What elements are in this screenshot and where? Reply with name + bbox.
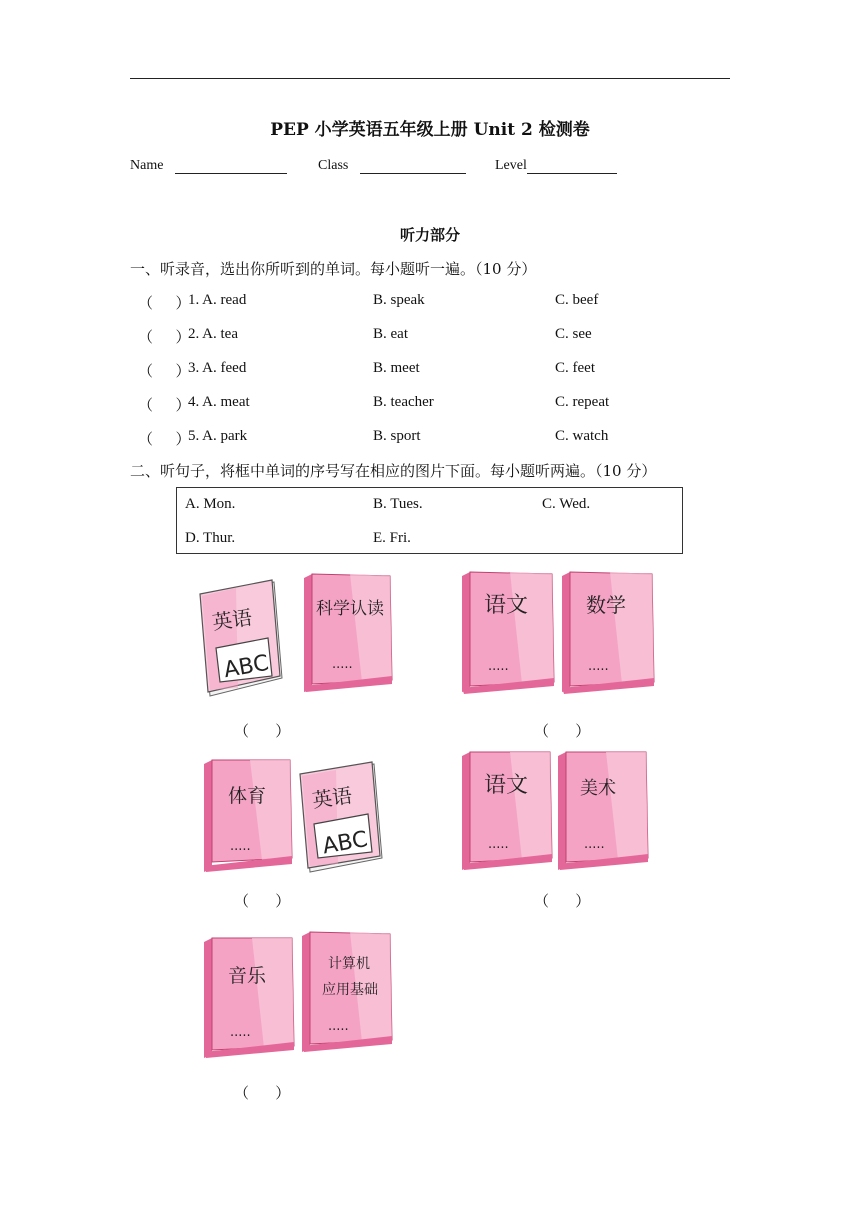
book-dots: ·····: [230, 843, 251, 858]
book-title: 体育: [228, 785, 267, 807]
word-option: A. Mon.: [185, 496, 236, 512]
option-b: B. sport: [373, 428, 421, 444]
question-1-heading: 一、听录音，选出你所听到的单词。每小题听一遍。（10 分）: [130, 260, 537, 278]
answer-paren[interactable]: （ ）: [234, 1086, 291, 1102]
word-box: [176, 487, 683, 554]
page-title: PEP 小学英语五年级上册 Unit 2 检测卷: [270, 120, 590, 140]
book-title: 美术: [580, 778, 616, 799]
art-book-image: [556, 750, 652, 872]
question-2-heading: 二、听句子，将框中单词的序号写在相应的图片下面。每小题听两遍。（10 分）: [130, 462, 657, 480]
book-title: 计算机: [328, 956, 370, 972]
book-title: 英语: [310, 783, 354, 813]
music-book-image: [202, 936, 298, 1060]
chinese-book-image: [460, 570, 556, 696]
book-abc: ABC: [320, 826, 370, 860]
level-field: [495, 158, 617, 174]
answer-paren[interactable]: （ ）: [138, 432, 191, 448]
answer-paren[interactable]: （ ）: [534, 894, 591, 910]
answer-paren[interactable]: （ ）: [534, 724, 591, 740]
section-title: 听力部分: [399, 226, 460, 244]
answer-paren[interactable]: （ ）: [138, 296, 191, 312]
option-c: C. repeat: [555, 394, 610, 410]
option-b: B. speak: [373, 292, 425, 308]
answer-paren[interactable]: （ ）: [138, 364, 191, 380]
book-dots: ·····: [230, 1029, 251, 1044]
chinese-book-image: [460, 750, 556, 872]
option-a: 2. A. tea: [188, 326, 238, 342]
answer-paren[interactable]: （ ）: [138, 330, 191, 346]
option-a: 1. A. read: [188, 292, 247, 308]
book-dots: ·····: [488, 841, 509, 856]
english-book-image: [198, 578, 290, 702]
option-b: B. eat: [373, 326, 408, 342]
book-abc: ABC: [221, 650, 271, 684]
option-a: 4. A. meat: [188, 394, 250, 410]
option-c: C. feet: [555, 360, 595, 376]
book-title: 科学认读: [316, 599, 384, 619]
english-book-image: [298, 760, 390, 876]
option-b: B. teacher: [373, 394, 434, 410]
answer-paren[interactable]: （ ）: [234, 894, 291, 910]
science-book-image: [302, 572, 394, 696]
option-a: 3. A. feed: [188, 360, 247, 376]
book-title: 语文: [484, 773, 529, 798]
option-a: 5. A. park: [188, 428, 248, 444]
book-dots: ·····: [488, 663, 509, 678]
answer-paren[interactable]: （ ）: [234, 724, 291, 740]
level-blank[interactable]: [527, 158, 617, 174]
book-title: 英语: [210, 605, 254, 635]
word-option: D. Thur.: [185, 530, 236, 546]
book-dots: ·····: [332, 661, 353, 676]
class-label: Class: [318, 158, 349, 173]
option-b: B. meet: [373, 360, 420, 376]
computer-book-image: [300, 930, 396, 1054]
class-field: [318, 158, 466, 174]
word-option: E. Fri.: [373, 530, 411, 546]
book-title: 音乐: [228, 965, 267, 987]
top-rule: [130, 78, 730, 79]
book-title: 语文: [484, 593, 529, 618]
class-blank[interactable]: [360, 158, 466, 174]
option-c: C. see: [555, 326, 592, 342]
name-blank[interactable]: [175, 158, 287, 174]
math-book-image: [560, 570, 656, 696]
word-option: B. Tues.: [373, 496, 423, 512]
option-c: C. watch: [555, 428, 609, 444]
name-label: Name: [130, 158, 164, 173]
name-field: [130, 158, 287, 174]
book-dots: ·····: [588, 663, 609, 678]
option-c: C. beef: [555, 292, 599, 308]
pe-book-image: [202, 758, 294, 874]
book-title: 应用基础: [322, 982, 378, 998]
level-label: Level: [495, 158, 527, 173]
book-title: 数学: [586, 593, 626, 617]
book-dots: ·····: [584, 841, 605, 856]
book-dots: ·····: [328, 1023, 349, 1038]
word-option: C. Wed.: [542, 496, 591, 512]
answer-paren[interactable]: （ ）: [138, 398, 191, 414]
